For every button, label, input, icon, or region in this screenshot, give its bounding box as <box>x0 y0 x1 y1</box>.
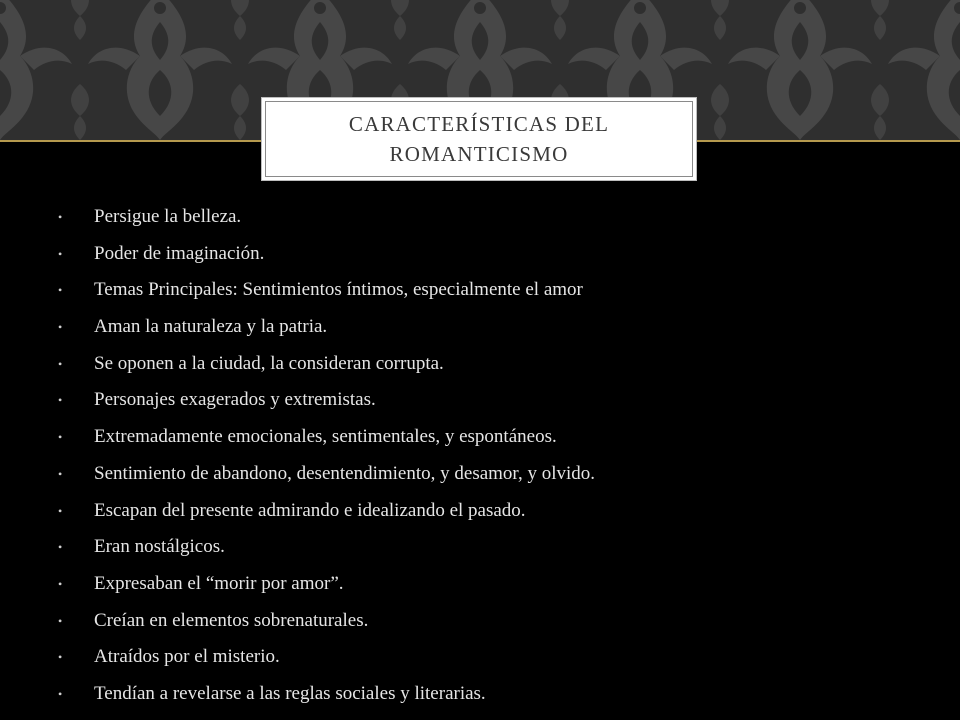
bullet-text: Tendían a revelarse a las reglas sociales y literarias. <box>94 682 486 704</box>
bullet-item <box>58 272 595 309</box>
title-line-1: CARACTERÍSTICAS DEL <box>348 112 610 136</box>
bullet-list <box>58 199 595 713</box>
bullet-item <box>58 676 595 713</box>
bullet-text: Escapan del presente admirando e idealizando el pasado. <box>94 499 526 521</box>
bullet-dot-icon: • <box>58 466 63 481</box>
bullet-dot-icon: • <box>58 246 63 261</box>
bullet-text: Temas Principales: Sentimientos íntimos, especialmente el amor <box>94 279 583 301</box>
bullet-dot-icon: • <box>58 320 63 335</box>
bullet-dot-icon: • <box>58 540 63 555</box>
title-frame <box>265 101 693 177</box>
bullet-item <box>58 493 595 530</box>
bullet-text: Eran nostálgicos. <box>94 536 225 558</box>
bullet-item <box>58 566 595 603</box>
bullet-text: Personajes exagerados y extremistas. <box>94 389 376 411</box>
bullet-text: Se oponen a la ciudad, la consideran corrupta. <box>94 352 444 374</box>
bullet-text: Creían en elementos sobrenaturales. <box>94 609 369 631</box>
bullet-dot-icon: • <box>58 613 63 628</box>
bullet-item <box>58 639 595 676</box>
bullet-item <box>58 419 595 456</box>
bullet-text: Extremadamente emocionales, sentimentales, y espontáneos. <box>94 426 557 448</box>
bullet-dot-icon: • <box>58 393 63 408</box>
bullet-dot-icon: • <box>58 210 63 224</box>
bullet-item <box>58 529 595 566</box>
bullet-item <box>58 346 595 383</box>
bullet-item <box>58 456 595 493</box>
bullet-item <box>58 309 595 346</box>
bullet-text: Atraídos por el misterio. <box>94 646 280 668</box>
bullet-dot-icon: • <box>58 686 63 701</box>
title-line-2: ROMANTICISMO <box>389 142 569 166</box>
bullet-dot-icon: • <box>58 283 63 298</box>
bullet-text: Persigue la belleza. <box>94 206 242 227</box>
bullet-text: Expresaban el “morir por amor”. <box>94 572 344 594</box>
bullet-item <box>58 603 595 640</box>
bullet-dot-icon: • <box>58 503 63 518</box>
bullet-text: Sentimiento de abandono, desentendimiento, y desamor, y olvido. <box>94 462 596 484</box>
bullet-item <box>58 199 595 236</box>
bullet-dot-icon: • <box>58 650 63 665</box>
bullet-dot-icon: • <box>58 356 63 371</box>
bullet-item <box>58 382 595 419</box>
bullet-text: Aman la naturaleza y la patria. <box>94 316 328 338</box>
bullet-item <box>58 236 595 273</box>
title-box <box>261 97 697 181</box>
bullet-text: Poder de imaginación. <box>94 242 265 264</box>
bullet-dot-icon: • <box>58 576 63 591</box>
bullet-dot-icon: • <box>58 430 63 445</box>
